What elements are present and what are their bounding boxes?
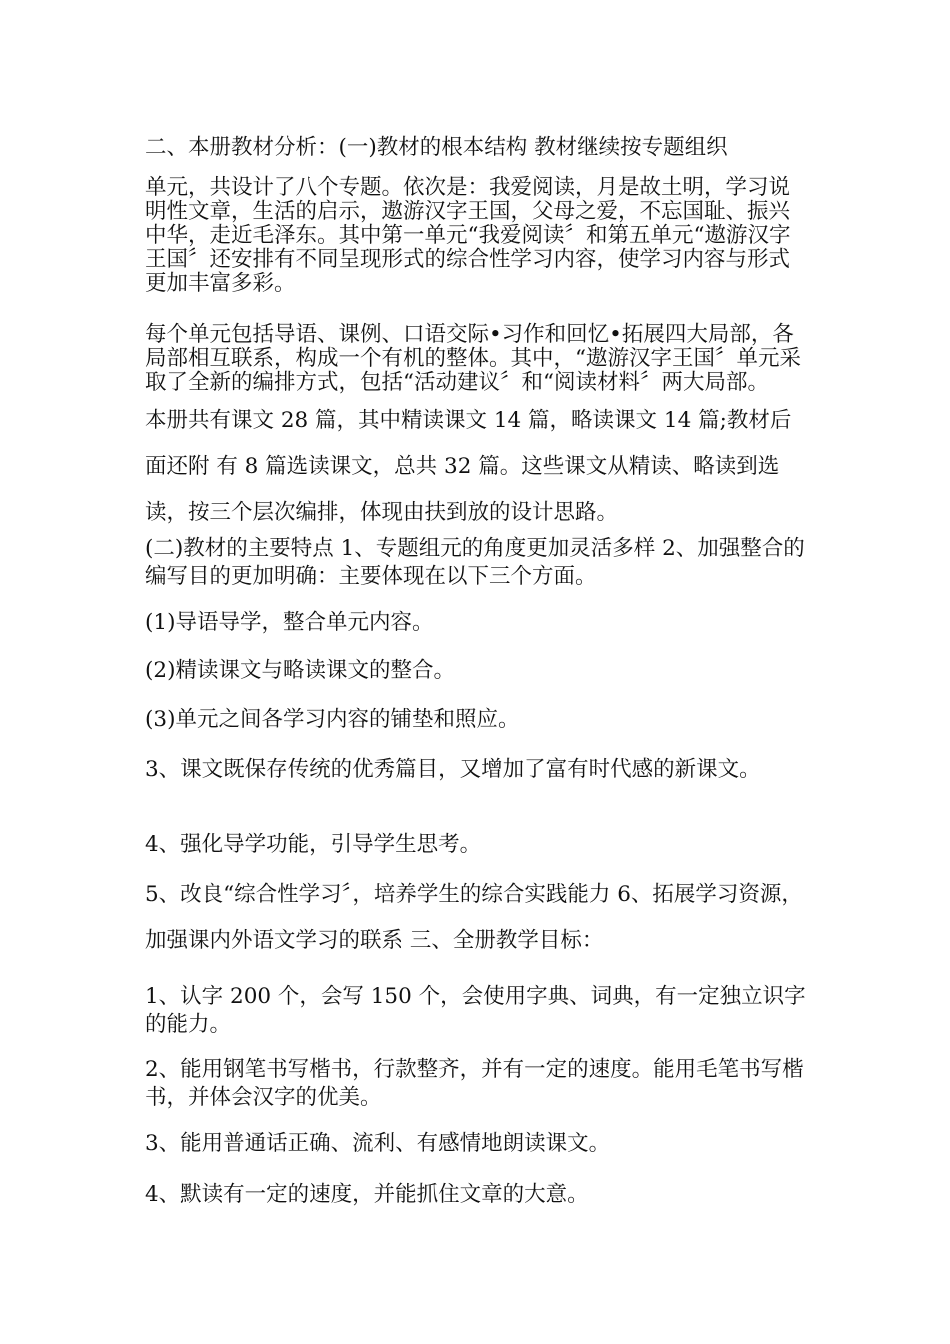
paragraph-5: (二)教材的主要特点 1、专题组元的角度更加灵活多样 2、加强整合的编写目的更加明确：主要体现在以下三个方面。 [145, 536, 805, 589]
paragraph-3: 每个单元包括导语、课例、口语交际•习作和回忆•拓展四大局部，各局部相互联系，构成一个有机的整体。其中，“遨游汉字王国〞单元采取了全新的编排方式，包括“活动建议〞和“阅读材料〞两大局部。 [145, 322, 801, 395]
paragraph-14: 3、能用普通话正确、流利、有感情地朗读课文。 [145, 1131, 611, 1156]
paragraph-8: (3)单元之间各学习内容的铺垫和照应。 [145, 707, 520, 732]
paragraph-13: 2、能用钢笔书写楷书，行款整齐，并有一定的速度。能用毛笔书写楷书，并体会汉字的优美。 [145, 1057, 804, 1110]
paragraph-11: 5、改良“综合性学习〞，培养学生的综合实践能力 6、拓展学习资源，加强课内外语文学习的联系 三、全册教学目标： [145, 882, 803, 953]
paragraph-15: 4、默读有一定的速度，并能抓住文章的大意。 [145, 1182, 589, 1207]
paragraph-4: 本册共有课文 28 篇，其中精读课文 14 篇，略读课文 14 篇;教材后面还附 有 8 篇选读课文，总共 32 篇。这些课文从精读、略读到选读，按三个层次编排，体现由扶到放的设计思路。 [145, 408, 792, 525]
paragraph-6: (1)导语导学，整合单元内容。 [145, 610, 434, 635]
paragraph-10: 4、强化导学功能，引导学生思考。 [145, 832, 482, 857]
paragraph-12: 1、认字 200 个，会写 150 个，会使用字典、词典，有一定独立识字的能力。 [145, 984, 806, 1037]
paragraph-1: 二、本册教材分析：(一)教材的根本结构 教材继续按专题组织 [145, 135, 728, 160]
paragraph-2: 单元，共设计了八个专题。依次是：我爱阅读，月是故土明，学习说明性文章，生活的启示，遨游汉字王国，父母之爱，不忘国耻、振兴中华，走近毛泽东。其中第一单元“我爱阅读〞和第五单元“遨游汉字王国〞还安排有不同呈现形式的综合性学习内容，使学习内容与形式更加丰富多彩。 [145, 175, 791, 296]
paragraph-9: 3、课文既保存传统的优秀篇目，又增加了富有时代感的新课文。 [145, 757, 761, 782]
paragraph-7: (2)精读课文与略读课文的整合。 [145, 658, 455, 683]
